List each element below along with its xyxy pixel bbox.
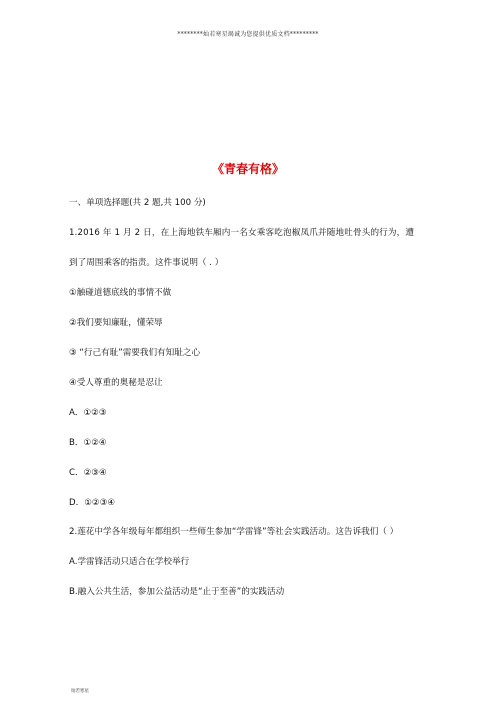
question-1-statement-4: ④受人尊重的奥秘是忍让	[69, 378, 163, 388]
footer-note: 灿若寒星	[71, 689, 89, 694]
question-1-statement-1: ①触碰道德底线的事情不做	[69, 288, 172, 298]
section-heading: 一、单项选择题(共 2 题,共 100 分)	[69, 198, 206, 208]
question-1-option-d: D．①②③④	[69, 498, 116, 508]
question-1-option-c: C．②③④	[69, 468, 107, 478]
question-1-option-a: A．①②③	[69, 408, 107, 418]
question-1-statement-3: ③ “行己有耻”需要我们有知耻之心	[69, 348, 201, 358]
question-1-option-b: B．①②④	[69, 438, 107, 448]
question-2-option-b: B.融入公共生活，参加公益活动是“止于至善”的实践活动	[69, 587, 285, 597]
question-1-statement-2: ②我们要知廉耻，懂荣辱	[69, 318, 163, 328]
question-2-stem: 2.莲花中学各年级每年都组织一些师生参加“学雷锋”等社会实践活动。这告诉我们（ ）	[69, 527, 399, 537]
question-1-stem-line-1: 1.2016 年 1 月 2 日，在上海地铁车厢内一名女乘客吃泡椒凤爪并随地吐骨头的行为，遭	[69, 228, 415, 238]
question-1-stem-line-2: 到了周围乘客的指责。这件事说明（ . ）	[69, 258, 224, 268]
question-2-option-a: A.学雷锋活动只适合在学校举行	[69, 557, 190, 567]
header-banner: ********灿若寒星竭诚为您提供优质文档*********	[177, 31, 319, 38]
document-title: 《青春有格》	[211, 162, 284, 176]
